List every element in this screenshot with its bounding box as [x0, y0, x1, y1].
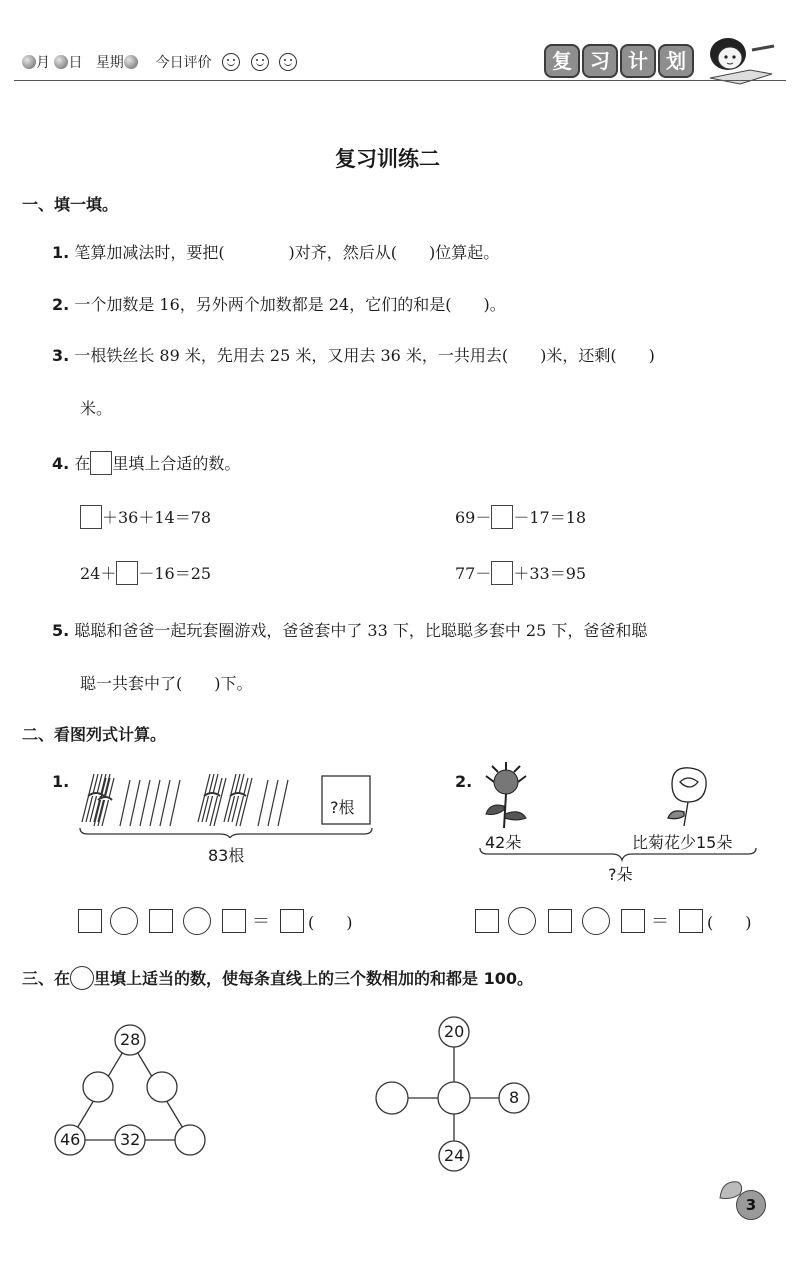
weekday-label: 星期: [95, 55, 124, 71]
chrysanthemum-icon: [486, 762, 526, 828]
stick-bundle-icon: [224, 774, 252, 826]
question-number: 1.: [52, 772, 70, 791]
triangle-bottom-middle-value: 32: [120, 1130, 141, 1149]
month-blank[interactable]: [22, 55, 36, 69]
triangle-bottom-left-value: 46: [60, 1130, 81, 1149]
equation-text: 77－: [455, 564, 492, 583]
reading-girl-icon: [690, 30, 780, 90]
question-text: 里填上合适的数。: [112, 454, 241, 473]
smiley-icon[interactable]: [222, 53, 240, 71]
equation-d: [455, 561, 586, 585]
question-text: 一个加数是 16，另外两个加数都是 24，它们的和是( )。: [74, 295, 506, 314]
operator-circle[interactable]: [110, 907, 138, 935]
answer-box[interactable]: [491, 505, 513, 529]
problem-1-number: [52, 772, 69, 791]
equation-text: ＋36＋14＝78: [102, 508, 212, 527]
question-text: 笔算加减法时，要把( )对齐，然后从( )位算起。: [74, 243, 500, 262]
smiley-icon[interactable]: [251, 53, 269, 71]
question-number: 5.: [52, 621, 70, 640]
answer-box[interactable]: [149, 909, 173, 933]
header-rule: [14, 80, 786, 81]
answer-box[interactable]: [491, 561, 513, 585]
problem-2-number: [455, 772, 472, 791]
month-label: 月: [36, 55, 50, 71]
equation-text: 24＋: [80, 564, 117, 583]
equation-c: [80, 561, 211, 585]
weekday-blank[interactable]: [124, 55, 138, 69]
equation-text: 69－: [455, 508, 492, 527]
question-number: 1.: [52, 243, 70, 262]
equation-text: ＋33＝95: [513, 564, 587, 583]
question-number: 3.: [52, 346, 70, 365]
smiley-icon[interactable]: [279, 53, 297, 71]
chrysanthemum-count-label: 42朵: [485, 833, 522, 852]
stick-bundle-icon: [94, 778, 114, 826]
question-text: 一根铁丝长 89 米，先用去 25 米，又用去 36 米，一共用去( )米，还剩( ): [74, 346, 655, 365]
question-4: [52, 451, 240, 475]
cross-bottom-value: 24: [444, 1146, 465, 1165]
stick-bundle-icon: [198, 774, 226, 826]
date-line: [22, 52, 297, 72]
question-text: 聪聪和爸爸一起玩套圈游戏，爸爸套中了 33 下，比聪聪多套中 25 下，爸爸和聪: [74, 621, 648, 640]
circle-icon: [70, 966, 94, 990]
question-5: [52, 618, 647, 641]
badge-char: 复: [544, 44, 580, 78]
answer-box[interactable]: [548, 909, 572, 933]
day-label: 日: [68, 55, 83, 71]
triangle-left-blank[interactable]: [82, 1071, 112, 1101]
question-number: 2.: [455, 772, 473, 791]
unit-parentheses[interactable]: ( ): [707, 913, 752, 932]
rose-comparison-label: 比菊花少15朵: [632, 833, 733, 852]
equals-sign: ＝: [651, 911, 669, 932]
equation-a: [80, 505, 211, 529]
cross-right-value: 8: [509, 1088, 520, 1107]
heading-text: 里填上适当的数，使每条直线上的三个数相加的和都是 100。: [94, 969, 533, 988]
question-3-continued: 米。: [80, 399, 113, 418]
section3-heading: [22, 966, 533, 990]
badge-char: 计: [620, 44, 656, 78]
answer-box[interactable]: [80, 505, 102, 529]
section2-heading: 二、看图列式计算。: [22, 725, 167, 744]
equals-sign: ＝: [252, 911, 270, 932]
badge-char: 习: [582, 44, 618, 78]
answer-box[interactable]: [78, 909, 102, 933]
page-title: 复习训练二: [335, 147, 440, 171]
question-5-continued: 聪一共套中了( )下。: [80, 674, 253, 693]
equation-text: －17＝18: [513, 508, 587, 527]
question-3: [52, 343, 655, 366]
triangle-right-blank[interactable]: [146, 1071, 176, 1101]
total-flowers-label: ?朵: [608, 865, 633, 884]
page-header: [0, 0, 800, 92]
answer-box[interactable]: [679, 909, 703, 933]
cross-left-blank[interactable]: [376, 1082, 408, 1114]
heading-text: 三、在: [22, 969, 71, 988]
badge-char: 划: [658, 44, 694, 78]
cross-top-value: 20: [444, 1022, 465, 1041]
answer-box[interactable]: [475, 909, 499, 933]
equation-b: [455, 505, 586, 529]
page-number: 3: [736, 1190, 766, 1220]
review-plan-badge: [544, 44, 694, 78]
question-text: 在: [74, 454, 91, 473]
rating-label: 今日评价: [155, 55, 212, 71]
question-number: 4.: [52, 454, 70, 473]
day-blank[interactable]: [54, 55, 68, 69]
triangle-bottom-right-blank[interactable]: [174, 1124, 204, 1154]
question-2: [52, 292, 506, 315]
section1-heading: 一、填一填。: [22, 195, 119, 214]
answer-box[interactable]: [222, 909, 246, 933]
operator-circle[interactable]: [183, 907, 211, 935]
cross-center-blank[interactable]: [438, 1082, 470, 1114]
triangle-top-value: 28: [120, 1030, 141, 1049]
unknown-sticks-label: ?根: [330, 798, 355, 817]
question-1: [52, 240, 499, 263]
answer-box-icon: [90, 451, 112, 475]
answer-box[interactable]: [280, 909, 304, 933]
unit-parentheses[interactable]: ( ): [308, 913, 353, 932]
operator-circle[interactable]: [508, 907, 536, 935]
answer-box[interactable]: [116, 561, 138, 585]
rose-icon: [668, 768, 706, 826]
total-sticks-label: 83根: [208, 846, 245, 865]
equation-text: －16＝25: [138, 564, 212, 583]
question-number: 2.: [52, 295, 70, 314]
operator-circle[interactable]: [582, 907, 610, 935]
answer-box[interactable]: [621, 909, 645, 933]
